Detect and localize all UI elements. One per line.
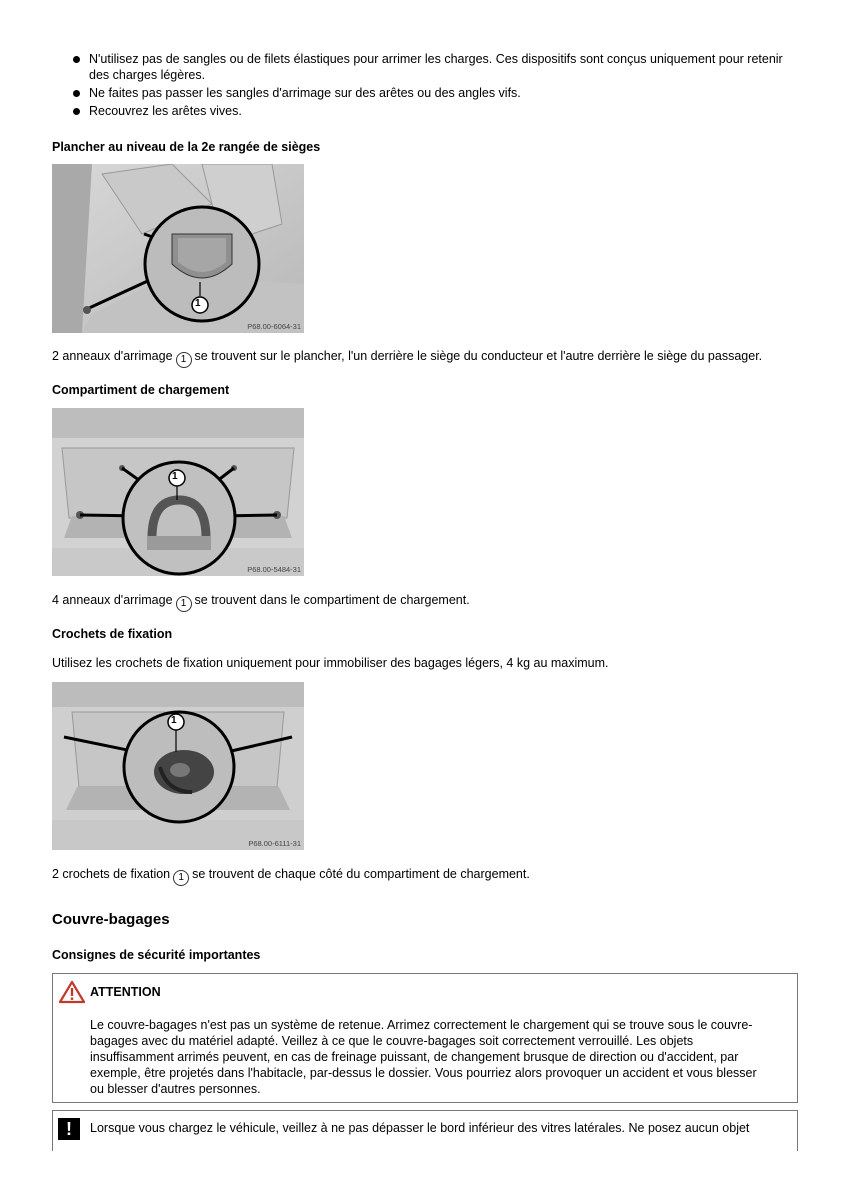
text-fragment: se trouvent sur le plancher, l'un derrière le siège du conducteur et l'autre derrière le siège du passager. [194,349,763,363]
bullet-item [52,51,792,83]
figure-code: P68.00-5484-31 [247,565,301,574]
warning-line: Le couvre-bagages n'est pas un système de retenue. Arrimez correctement le chargement qui se trouve sous le couvre- [90,1018,753,1032]
note-text: Lorsque vous chargez le véhicule, veillez à ne pas dépasser le bord inférieur des vitres latérales. Ne posez aucun objet [90,1121,750,1135]
bullet-dot [73,108,80,115]
callout-marker: 1 [176,596,192,612]
warning-line: insuffisamment arrimés peuvent, en cas de freinage puissant, de changement brusque de direction ou d'accident, par [90,1050,739,1064]
figure-callout: 1 [171,715,177,726]
figure-code: P68.00-6064-31 [247,322,301,331]
text-fragment: 2 anneaux d'arrimage [52,349,173,363]
bullet-text: Ne faites pas passer les sangles d'arrimage sur des arêtes ou des angles vifs. [89,86,521,100]
figure-cargo-rings [52,408,304,576]
figure-callout: 1 [172,471,178,482]
figure-code: P68.00-6111-31 [248,839,301,848]
note-box [52,1110,798,1151]
bullet-dot [73,56,80,63]
warning-line: ou blesser d'autres personnes. [90,1082,261,1096]
paragraph: Utilisez les crochets de fixation uniquement pour immobiliser des bagages légers, 4 kg au maximum. [52,656,609,670]
bullet-text: N'utilisez pas de sangles ou de filets élastiques pour arrimer les charges. Ces dispositifs sont conçus uniquement pour retenir des charges légères. [89,52,783,82]
paragraph [52,592,812,612]
section-heading: Crochets de fixation [52,627,173,641]
section-heading: Compartiment de chargement [52,383,230,397]
section-heading: Plancher au niveau de la 2e rangée de sièges [52,140,321,154]
warning-line: exemple, être projetés dans l'habitacle, par-dessus le dossier. Vous pourriez alors provoquer un accident et vous blesser [90,1066,757,1080]
callout-marker: 1 [173,870,189,886]
bullet-item [52,85,792,101]
text-fragment: 2 crochets de fixation [52,867,171,881]
section-heading: Consignes de sécurité importantes [52,948,261,962]
bullet-item [52,103,792,119]
warning-box [52,973,798,1103]
warning-text [90,1017,780,1097]
paragraph [52,866,812,886]
section-title: Couvre-bagages [52,911,170,928]
warning-title: ATTENTION [90,985,161,999]
bullet-list [52,51,792,121]
bullet-text: Recouvrez les arêtes vives. [89,104,242,118]
warning-triangle-icon [58,980,86,1007]
paragraph [52,348,812,368]
figure-fixing-hooks [52,682,304,850]
text-fragment: se trouvent dans le compartiment de chargement. [194,593,470,607]
text-fragment: se trouvent de chaque côté du compartiment de chargement. [192,867,530,881]
exclamation-icon: ! [58,1118,80,1140]
text-fragment: 4 anneaux d'arrimage [52,593,173,607]
bullet-dot [73,90,80,97]
warning-line: bagages avec du matériel adapté. Veillez à ce que le couvre-bagages soit correctement verrouillé. Les objets [90,1034,694,1048]
callout-marker: 1 [176,352,192,368]
figure-callout: 1 [195,298,201,309]
figure-floor-rings [52,164,304,333]
